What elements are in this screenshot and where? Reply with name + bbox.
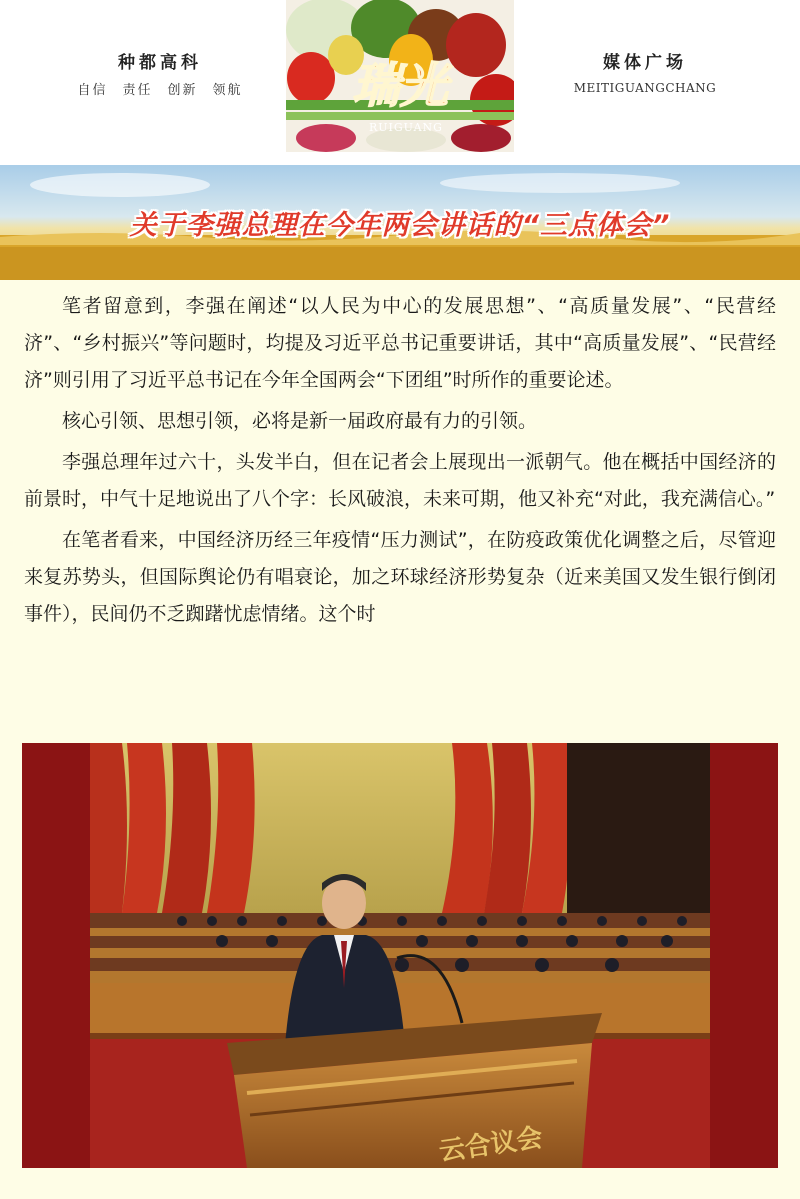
article-paragraph: 在笔者看来，中国经济历经三年疫情“压力测试”，在防疫政策优化调整之后，尽管迎来复苏势头，但国际舆论仍有唱衰论，加之环球经济形势复杂（近来美国又发生银行倒闭事件），民间仍不乏踟躇忧虑情绪。这个时 — [24, 529, 776, 625]
conference-photo — [22, 743, 778, 1168]
brand-right-subtitle: MEITIGUANGCHANG — [573, 81, 717, 95]
logo-text: 瑞光 — [351, 58, 449, 114]
logo-subtext: RUIGUANG — [369, 121, 443, 134]
article-title: 关于李强总理在今年两会讲话的“三点体会” — [129, 210, 671, 241]
brand-left — [60, 48, 260, 98]
speaker-at-podium-image — [22, 743, 778, 1168]
brand-right-title: 媒体广场 — [603, 53, 687, 73]
brand-left-title: 种都高科 — [118, 53, 202, 73]
article-paragraph: 核心引领、思想引领，必将是新一届政府最有力的引领。 — [62, 410, 538, 432]
podium-emblem-text: 云合议会 — [437, 1122, 545, 1168]
vegetables-logo-image — [286, 0, 514, 152]
brand-left-slogan: 自信 责任 创新 领航 — [77, 83, 243, 98]
title-banner — [0, 165, 800, 280]
brand-right — [545, 48, 745, 95]
page-header — [0, 0, 800, 165]
article-paragraph: 笔者留意到，李强在阐述“以人民为中心的发展思想”、“高质量发展”、“民营经济”、“乡村振兴”等问题时，均提及习近平总书记重要讲话，其中“高质量发展”、“民营经济”则引用了习近平总书记在今年全国两会“下团组”时所作的重要论述。 — [24, 295, 776, 391]
article-body — [24, 288, 776, 637]
ruiguang-logo — [286, 0, 514, 152]
article-paragraph: 李强总理年过六十，头发半白，但在记者会上展现出一派朝气。他在概括中国经济的前景时，中气十足地说出了八个字：长风破浪，未来可期，他又补充“对此，我充满信心。” — [24, 451, 776, 510]
